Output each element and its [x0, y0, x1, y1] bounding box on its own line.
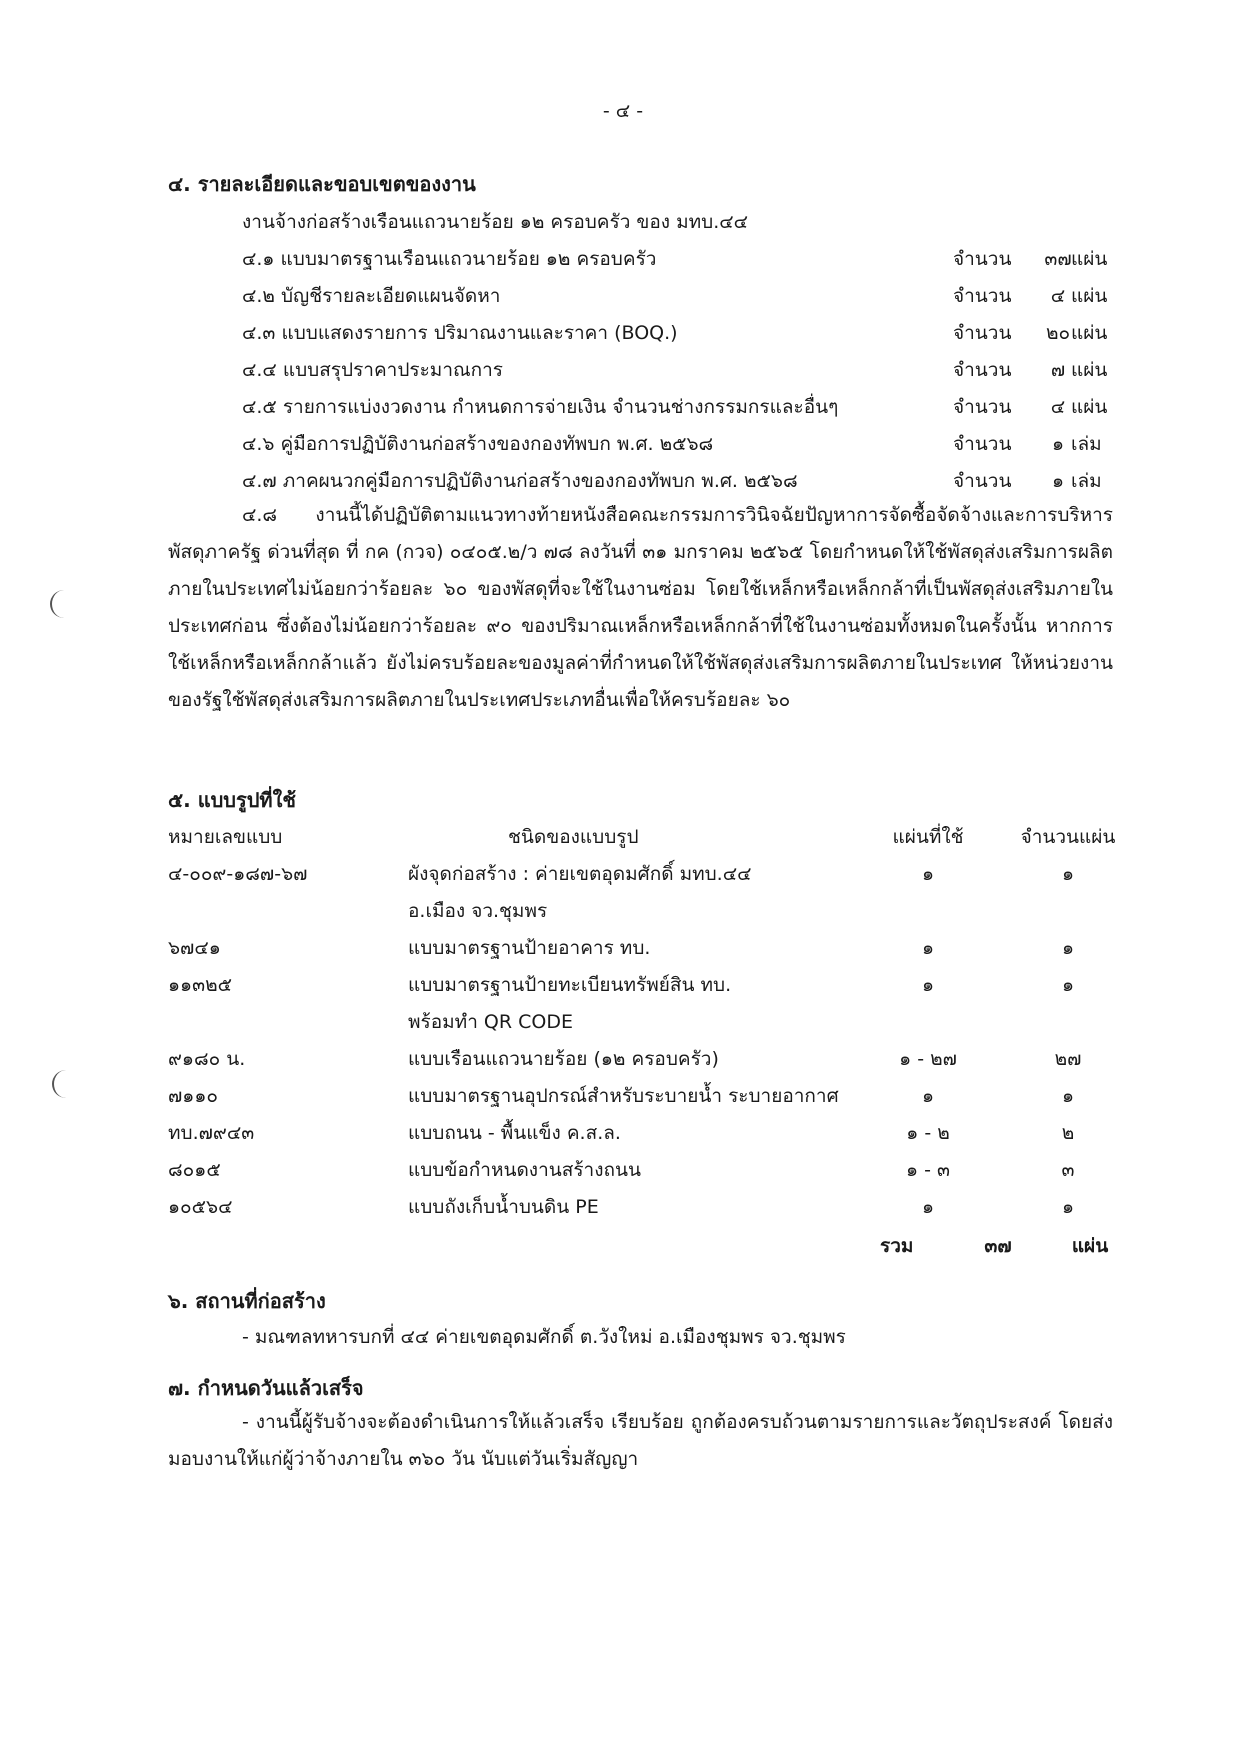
quantity-unit: แผ่น	[1071, 359, 1108, 381]
quantity-label: จำนวน	[953, 433, 1012, 455]
quantity-label: จำนวน	[953, 359, 1012, 381]
punch-hole-mark	[50, 590, 66, 618]
cell-used: ๑ - ๒๗	[899, 1048, 957, 1070]
punch-hole-mark	[52, 1070, 68, 1098]
table-row	[168, 1081, 1113, 1111]
table-row	[168, 859, 1113, 889]
list-item: ๔.๒ บัญชีรายละเอียดแผนจัดหา	[242, 285, 501, 307]
cell-code: ๖๗๔๑	[168, 937, 221, 959]
table-row	[168, 1192, 1113, 1222]
cell-code: ๔-๐๐๙-๑๘๗-๖๗	[168, 863, 308, 885]
cell-used: ๑	[921, 974, 935, 996]
cell-code: ๑๑๓๒๕	[168, 974, 233, 996]
column-header-name: ชนิดของแบบรูป	[508, 826, 639, 848]
table-row	[168, 1118, 1113, 1148]
cell-name: ผังจุดก่อสร้าง : ค่ายเขตอุดมศักดิ์ มทบ.๔๔	[408, 863, 752, 885]
cell-name: แบบถนน - พื้นแข็ง ค.ส.ล.	[408, 1122, 621, 1144]
cell-name: อ.เมือง จว.ชุมพร	[408, 900, 548, 922]
cell-count: ๒๗	[1054, 1048, 1082, 1070]
cell-code: ๘๐๑๕	[168, 1159, 221, 1181]
quantity-label: จำนวน	[953, 322, 1012, 344]
cell-used: ๑	[921, 937, 935, 959]
quantity-unit: แผ่น	[1071, 322, 1108, 344]
section-7-heading: ๗. กำหนดวันแล้วเสร็จ	[168, 1376, 364, 1400]
table-row	[168, 1044, 1113, 1074]
quantity-number: ๗	[1050, 359, 1066, 381]
quantity-label: จำนวน	[953, 248, 1012, 270]
section-6-heading: ๖. สถานที่ก่อสร้าง	[168, 1289, 326, 1313]
section-7-paragraph	[168, 1404, 1113, 1478]
table-row	[168, 933, 1113, 963]
quantity-number: ๓๗	[1044, 248, 1072, 270]
column-header-count: จำนวนแผ่น	[1020, 826, 1116, 848]
total-number: ๓๗	[984, 1235, 1012, 1257]
paragraph-text: - งานนี้ผู้รับจ้างจะต้องดำเนินการให้แล้วเสร็จ เรียบร้อย ถูกต้องครบถ้วนตามรายการและวัตถุประสงค์ โดยส่งมอบงานให้แก่ผู้ว่าจ้างภายใน ๓๖๐ วัน นับแต่วันเริ่มสัญญา	[168, 1411, 1113, 1470]
cell-count: ๑	[1061, 863, 1075, 885]
section-6-text: - มณฑลทหารบกที่ ๔๔ ค่ายเขตอุดมศักดิ์ ต.วังใหม่ อ.เมืองชุมพร จว.ชุมพร	[242, 1326, 846, 1348]
section-4-heading: ๔. รายละเอียดและขอบเขตของงาน	[168, 172, 476, 196]
page-number: - ๔ -	[602, 100, 644, 122]
cell-used: ๑ - ๓	[906, 1159, 950, 1181]
column-header-code: หมายเลขแบบ	[168, 826, 283, 848]
cell-count: ๑	[1061, 937, 1075, 959]
cell-count: ๑	[1061, 1196, 1075, 1218]
table-row	[168, 970, 1113, 1000]
cell-count: ๑	[1061, 974, 1075, 996]
list-item: ๔.๑ แบบมาตรฐานเรือนแถวนายร้อย ๑๒ ครอบครัว	[242, 248, 657, 270]
cell-count: ๑	[1061, 1085, 1075, 1107]
column-header-used: แผ่นที่ใช้	[892, 826, 964, 848]
cell-name: แบบมาตรฐานอุปกรณ์สำหรับระบายน้ำ ระบายอากาศ	[408, 1085, 839, 1107]
quantity-number: ๔	[1050, 396, 1066, 418]
quantity-number: ๔	[1050, 285, 1066, 307]
table-header	[168, 822, 1116, 852]
cell-name: แบบมาตรฐานป้ายทะเบียนทรัพย์สิน ทบ.	[408, 974, 732, 996]
total-unit: แผ่น	[1071, 1235, 1109, 1257]
cell-name: แบบข้อกำหนดงานสร้างถนน	[408, 1159, 641, 1181]
quantity-label: จำนวน	[953, 285, 1012, 307]
cell-code: ทบ.๗๙๔๓	[168, 1122, 255, 1144]
cell-name: พร้อมทำ QR CODE	[408, 1011, 573, 1033]
quantity-label: จำนวน	[953, 396, 1012, 418]
list-item: ๔.๖ คู่มือการปฏิบัติงานก่อสร้างของกองทัพบก พ.ศ. ๒๕๖๘	[242, 433, 714, 455]
section-4-8-paragraph	[168, 497, 1113, 719]
quantity-unit: แผ่น	[1071, 396, 1108, 418]
cell-code: ๗๑๑๐	[168, 1085, 219, 1107]
list-item: ๔.๔ แบบสรุปราคาประมาณการ	[242, 359, 503, 381]
cell-name: แบบมาตรฐานป้ายอาคาร ทบ.	[408, 937, 651, 959]
section-4-intro: งานจ้างก่อสร้างเรือนแถวนายร้อย ๑๒ ครอบครัว ของ มทบ.๔๔	[242, 211, 749, 233]
quantity-number: ๑	[1051, 470, 1065, 492]
paragraph-text: ๔.๘ งานนี้ได้ปฏิบัติตามแนวทางท้ายหนังสือคณะกรรมการวินิจฉัยปัญหาการจัดซื้อจัดจ้างและการบริหารพัสดุภาครัฐ ด่วนที่สุด ที่ กค (กวจ) ๐๔๐๕.๒/ว ๗๘ ลงวันที่ ๓๑ มกราคม ๒๕๖๕ โดยกำหนดให้ใช้พัสดุส่งเสริมการผลิตภายในประเทศไม่น้อยกว่าร้อยละ ๖๐ ของพัสดุที่จะใช้ในงานซ่อม โดยใช้เหล็กหรือเหล็กกล้าที่เป็นพัสดุส่งเสริมภายในประเทศก่อน ซึ่งต้องไม่น้อยกว่าร้อยละ ๙๐ ของปริมาณเหล็กหรือเหล็กกล้าที่ใช้ในงานซ่อมทั้งหมดในครั้งนั้น หากการใช้เหล็กหรือเหล็กกล้าแล้ว ยังไม่ครบร้อยละของมูลค่าที่กำหนดให้ใช้พัสดุส่งเสริมการผลิตภายในประเทศ ให้หน่วยงานของรัฐใช้พัสดุส่งเสริมการผลิตภายในประเทศประเภทอื่นเพื่อให้ครบร้อยละ ๖๐	[168, 504, 1113, 711]
cell-name: แบบถังเก็บน้ำบนดิน PE	[408, 1196, 599, 1218]
cell-used: ๑ - ๒	[906, 1122, 950, 1144]
table-row	[168, 896, 1113, 926]
cell-code: ๑๐๕๖๔	[168, 1196, 233, 1218]
cell-used: ๑	[921, 1196, 935, 1218]
quantity-unit: แผ่น	[1071, 285, 1108, 307]
quantity-unit: แผ่น	[1071, 248, 1108, 270]
cell-used: ๑	[921, 1085, 935, 1107]
list-item: ๔.๗ ภาคผนวกคู่มือการปฏิบัติงานก่อสร้างของกองทัพบก พ.ศ. ๒๕๖๘	[242, 470, 798, 492]
section-5-heading: ๕. แบบรูปที่ใช้	[168, 788, 296, 812]
quantity-unit: เล่ม	[1071, 470, 1102, 492]
quantity-number: ๑	[1051, 433, 1065, 455]
cell-name: แบบเรือนแถวนายร้อย (๑๒ ครอบครัว)	[408, 1048, 719, 1070]
list-item: ๔.๕ รายการแบ่งงวดงาน กำหนดการจ่ายเงิน จำนวนช่างกรรมกรและอื่นๆ	[242, 396, 839, 418]
cell-code: ๙๑๘๐ น.	[168, 1048, 246, 1070]
table-row	[168, 1007, 1113, 1037]
list-item: ๔.๓ แบบแสดงรายการ ปริมาณงานและราคา (BOQ.)	[242, 322, 678, 344]
total-label: รวม	[880, 1235, 914, 1257]
quantity-number: ๒๐	[1045, 322, 1071, 344]
quantity-unit: เล่ม	[1071, 433, 1102, 455]
cell-used: ๑	[921, 863, 935, 885]
cell-count: ๒	[1061, 1122, 1075, 1144]
cell-count: ๓	[1061, 1159, 1075, 1181]
quantity-label: จำนวน	[953, 470, 1012, 492]
table-total-row	[168, 1231, 1113, 1261]
table-row	[168, 1155, 1113, 1185]
